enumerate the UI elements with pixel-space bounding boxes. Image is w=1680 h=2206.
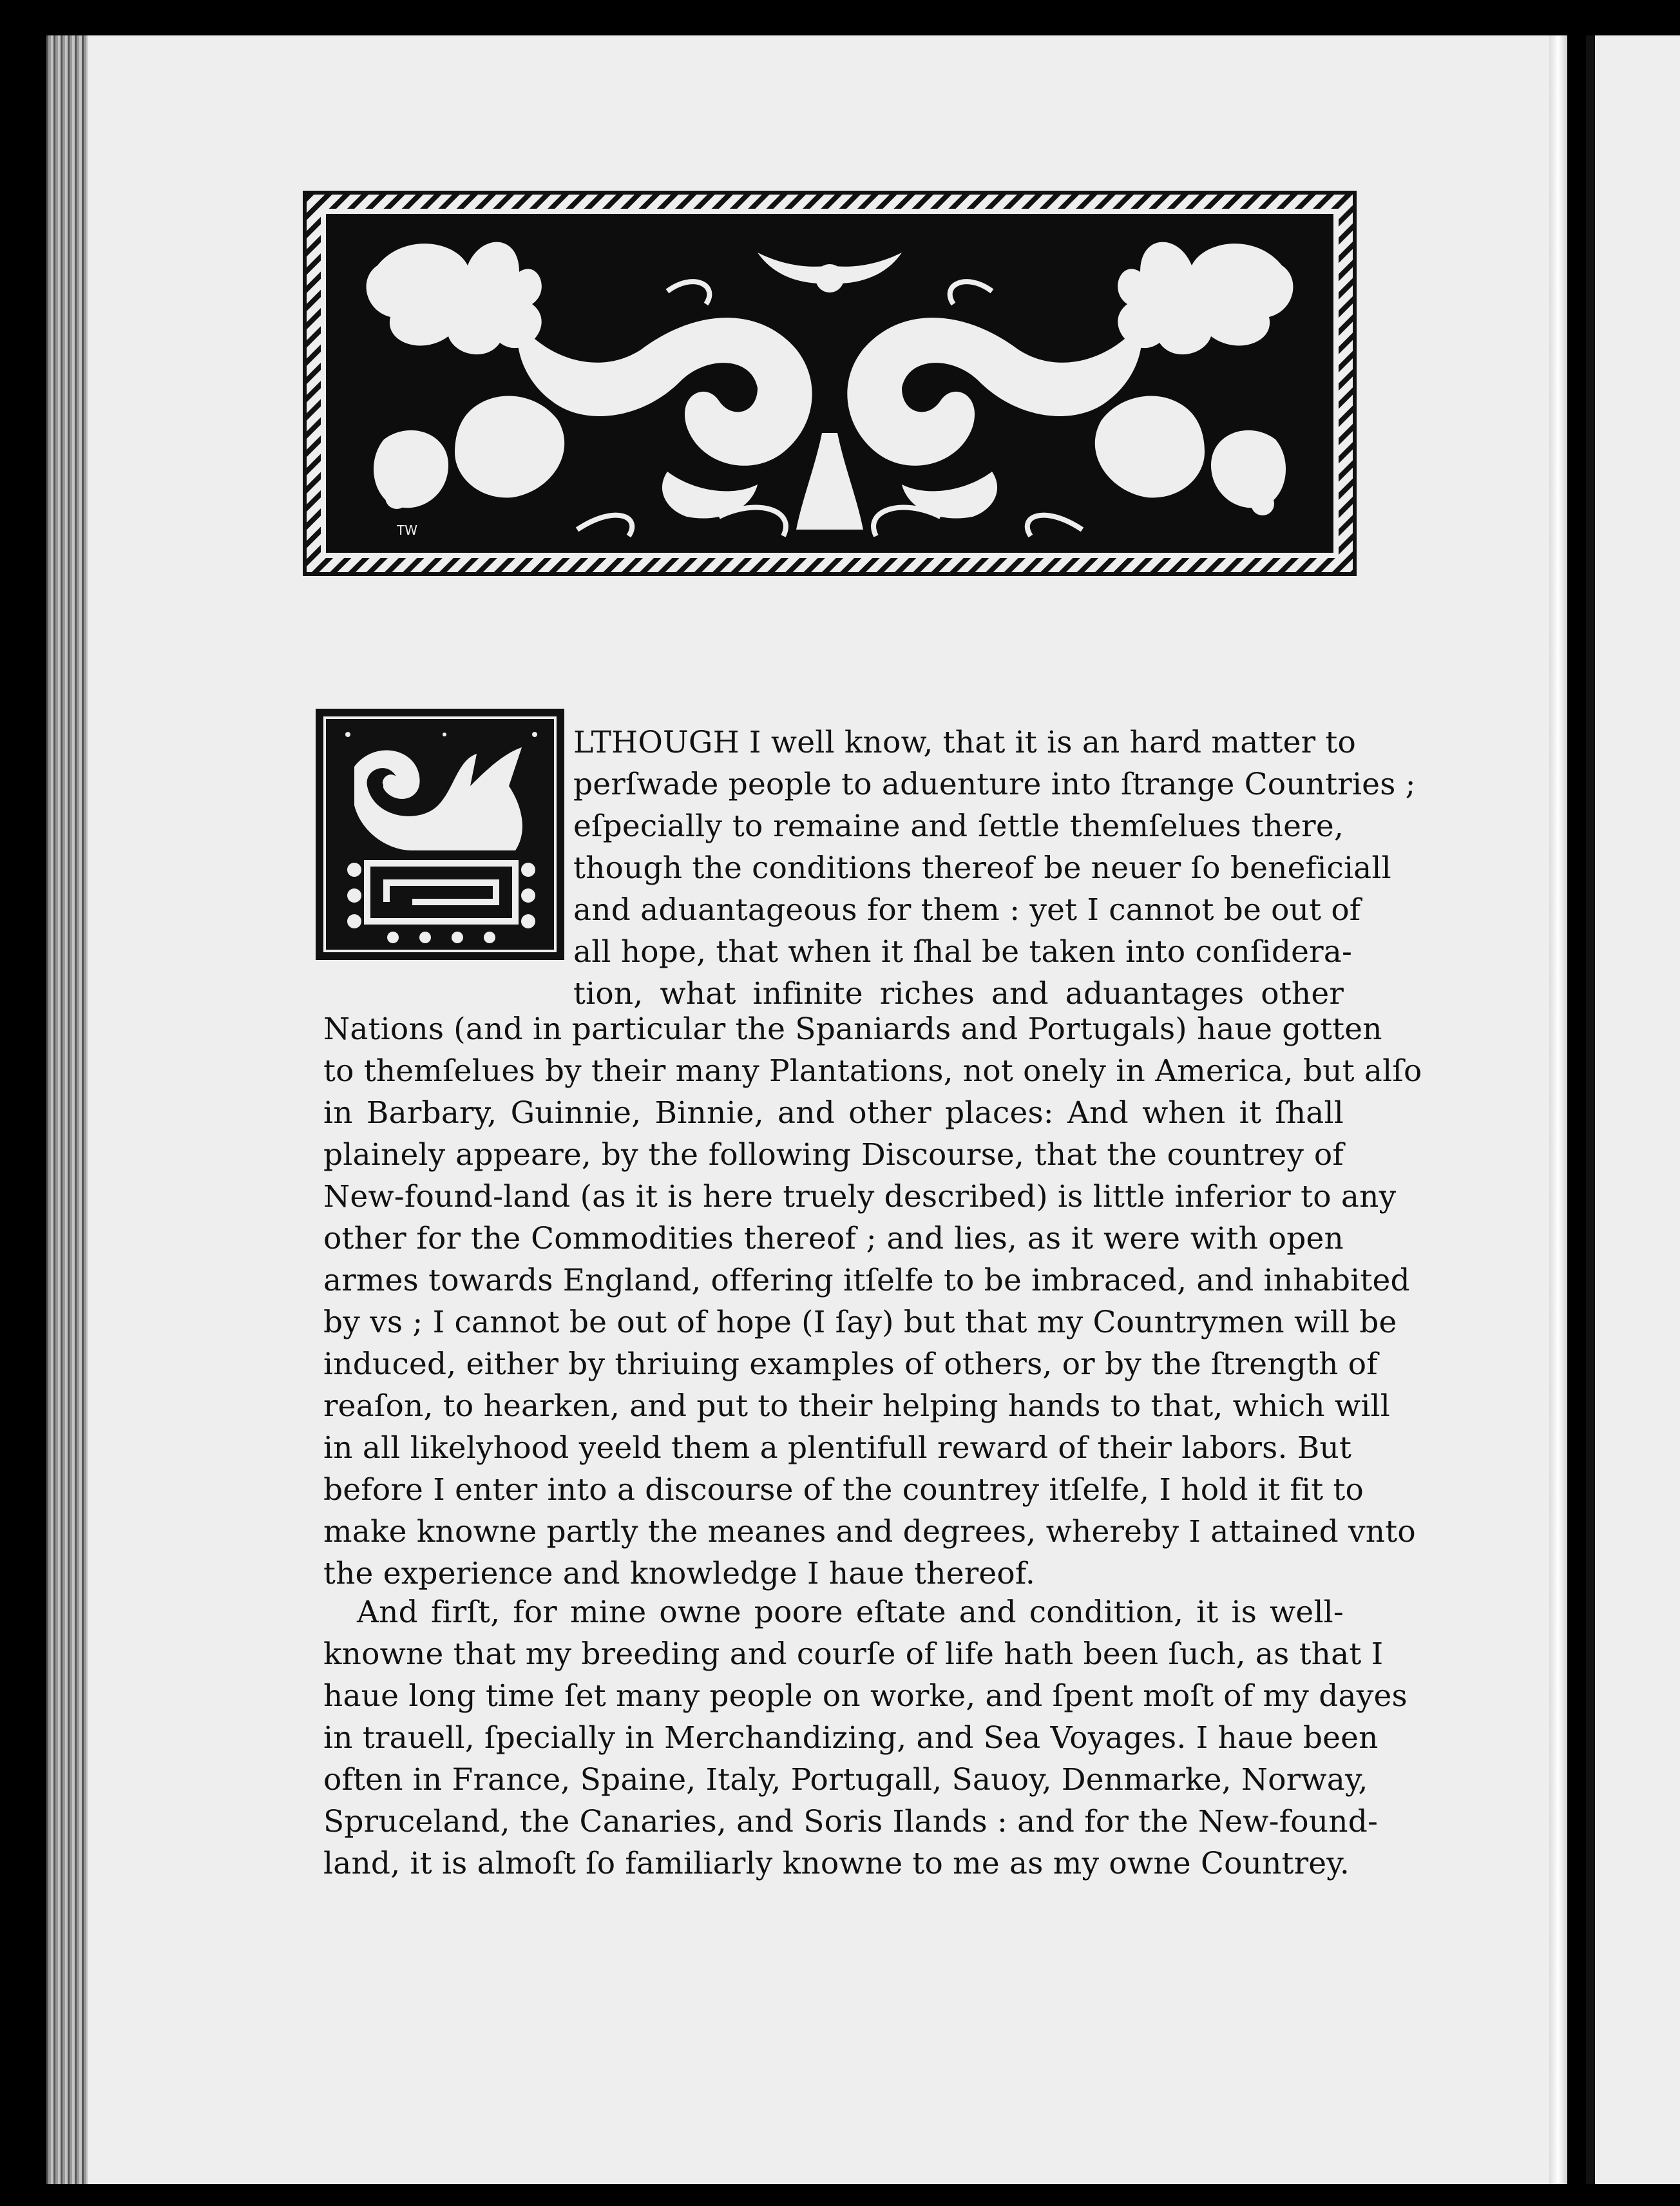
text-line: make knowne partly the meanes and degrees, whereby I attained vnto (323, 1514, 1416, 1549)
text-line: and aduantageous for them : yet I cannot be out of (573, 892, 1361, 928)
paragraph-2 (323, 1591, 1408, 1885)
text-line: often in France, Spaine, Italy, Portugall, Sauoy, Denmarke, Norway, (323, 1762, 1368, 1798)
headpiece-ornament-graphic (307, 195, 1353, 572)
paragraph-1-lead (573, 722, 1416, 1015)
text-line: armes towards England, offering itſelfe to be imbraced, and inhabited (323, 1263, 1410, 1298)
facing-page-strip (1586, 35, 1680, 2184)
text-line: other for the Commodities thereof ; and lies, as it were with open (323, 1221, 1344, 1256)
text-line: by vs ; I cannot be out of hope (I ſay) but that my Countrymen will be (323, 1305, 1397, 1340)
text-line: Nations (and in particular the Spaniards and Portugals) haue gotten (323, 1012, 1382, 1047)
text-line: reaſon, to hearken, and put to their helping hands to that, which will (323, 1388, 1391, 1424)
headpiece-monogram: TW (397, 523, 417, 538)
text-line: land, it is almoſt ſo familiarly knowne to me as my owne Countrey. (323, 1846, 1350, 1881)
text-line: perſwade people to aduenture into ſtrange Countries ; (573, 767, 1416, 802)
text-line: in trauell, ſpecially in Merchandizing, and Sea Voyages. I haue been (323, 1720, 1379, 1756)
facing-page-edge (1586, 35, 1595, 2184)
text-line: Spruceland, the Canaries, and Soris Ilands : and for the New-found- (323, 1804, 1379, 1839)
text-line: LTHOUGH I well know, that it is an hard matter to (573, 725, 1357, 760)
text-line: tion, what infinite riches and aduantages other (573, 976, 1344, 1012)
initial-ornament-graphic (316, 709, 564, 960)
paragraph-1-body (323, 1008, 1422, 1595)
text-line: all hope, that when it ſhal be taken into conſidera- (573, 934, 1353, 970)
page-fold (1549, 35, 1567, 2184)
text-line: knowne that my breeding and courſe of life hath been ſuch, as that I (323, 1636, 1384, 1672)
text-line: induced, either by thriuing examples of others, or by the ſtrength of (323, 1347, 1378, 1382)
text-line: though the conditions thereof be neuer ſo beneficiall (573, 850, 1391, 886)
decorated-initial (316, 709, 564, 960)
page-edge-stack (46, 35, 88, 2184)
text-line: And firſt, for mine owne poore eſtate and condition, it is well- (357, 1595, 1344, 1630)
text-line: New-found-land (as it is here truely described) is little inferior to any (323, 1179, 1397, 1214)
text-line: in all likelyhood yeeld them a plentifull reward of their labors. But (323, 1430, 1352, 1466)
decorative-headpiece (303, 191, 1357, 576)
text-line: haue long time ſet many people on worke, and ſpent moſt of my dayes (323, 1678, 1408, 1714)
text-line: the experience and knowledge I haue thereof. (323, 1556, 1035, 1591)
text-line: before I enter into a discourse of the countrey itſelfe, I hold it fit to (323, 1472, 1364, 1508)
text-line: eſpecially to remaine and ſettle themſelues there, (573, 809, 1344, 844)
text-line: in Barbary, Guinnie, Binnie, and other places: And when it ſhall (323, 1095, 1344, 1131)
text-line: plainely appeare, by the following Discourse, that the countrey of (323, 1137, 1344, 1173)
left-scan-border (0, 0, 46, 2206)
text-line: to themſelues by their many Plantations, not onely in America, but alſo (323, 1053, 1422, 1089)
